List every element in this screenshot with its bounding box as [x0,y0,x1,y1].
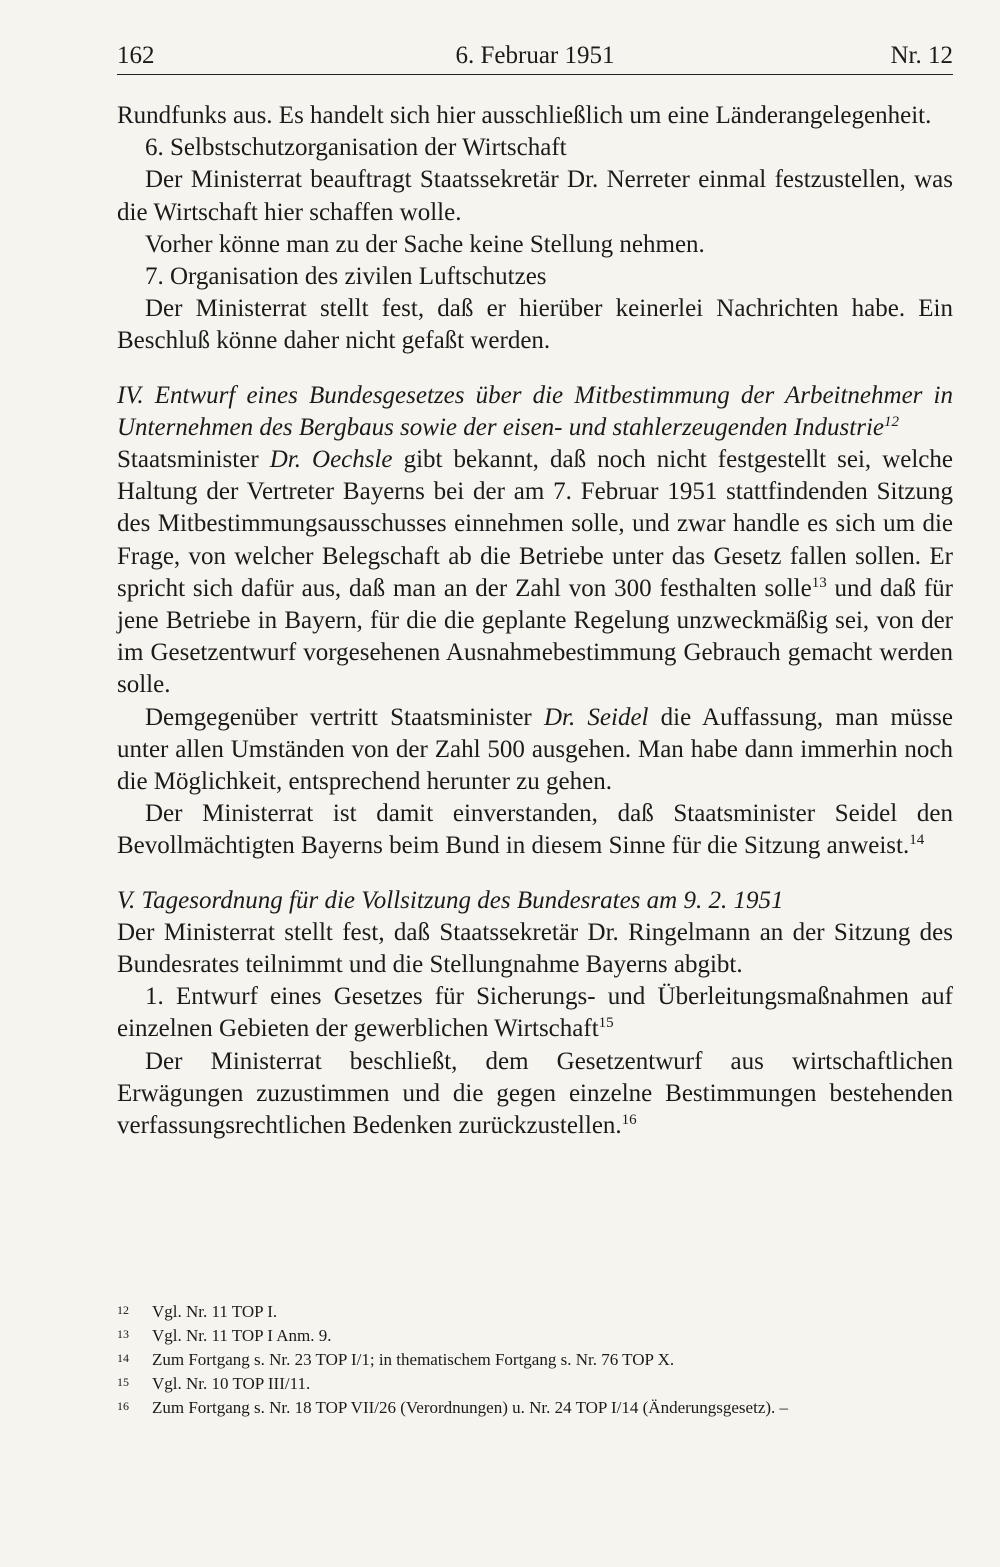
paragraph [117,702,953,799]
footnote-number: 15 [117,1375,129,1389]
paragraph [117,444,953,702]
footnote-number: 14 [117,1351,129,1365]
footnote-ref: 16 [621,1112,637,1129]
section-title: IV. Entwurf eines Bundesgesetzes über die Mitbestimmung der Arbeitnehmer in Unternehmen des Bergbaus sowie der eisen- und stahlerzeugenden Industrie [117,381,953,441]
footnotes [117,1300,953,1420]
item-heading-6: 6. Selbstschutzorganisation der Wirtschaft [145,134,567,162]
paragraph: Der Ministerrat beauftragt Staatssekretär Dr. Nerreter einmal festzustellen, was die Wirtschaft hier schaffen wolle. [117,166,953,226]
person-name: Dr. Oechsle [269,446,393,474]
footnote-text: Vgl. Nr. 11 TOP I. [152,1302,278,1321]
footnote-number: 13 [117,1327,129,1341]
footnote [117,1324,953,1348]
paragraph [117,1046,953,1143]
person-name: Dr. Seidel [543,703,649,731]
footnote [117,1396,953,1420]
text-run: Demgegenüber vertritt Staatsminister [145,703,544,731]
text-run: Der Ministerrat ist damit einverstanden, daß Staatsminister Seidel den Bevollmächtigten Bayerns beim Bund in diesem Sinne für die Sitzung anweist. [117,800,953,860]
paragraph [117,798,953,862]
body-text [117,100,953,1142]
item-heading-1 [117,981,953,1045]
section-heading-iv [117,380,953,444]
paragraph: Der Ministerrat stellt fest, daß er hierüber keinerlei Nachrichten habe. Ein Beschluß könne daher nicht gefaßt werden. [117,295,953,355]
footnote-number: 16 [117,1399,129,1413]
paragraph: Der Ministerrat stellt fest, daß Staatssekretär Dr. Ringelmann an der Sitzung des Bundesrates teilnimmt und die Stellungnahme Bayerns abgibt. [117,918,953,979]
paragraph: Vorher könne man zu der Sache keine Stellung nehmen. [145,230,705,258]
footnote-ref: 14 [909,832,925,849]
footnote [117,1300,953,1324]
footnote-ref: 12 [884,413,899,430]
text-run: Der Ministerrat beschließt, dem Gesetzentwurf aus wirtschaftlichen Erwägungen zuzustimmen und die gegen einzelne Bestimmungen bestehenden verfassungsrechtlichen Bedenken zurückzustellen. [117,1047,953,1140]
header-issue: Nr. 12 [890,42,953,69]
text-run: die Auffassung, man müsse unter allen Umständen von der Zahl 500 ausgehen. Man habe dann immerhin noch die Möglichkeit, entsprechend herunter zu gehen. [117,703,954,796]
section-heading-v: V. Tagesordnung für die Vollsitzung des Bundesrates am 9. 2. 1951 [117,886,784,914]
page-header [117,36,953,76]
paragraph: Rundfunks aus. Es handelt sich hier ausschließlich um eine Länderangelegenheit. [117,102,932,129]
footnote-text: Vgl. Nr. 11 TOP I Anm. 9. [152,1326,332,1345]
footnote-ref: 13 [811,574,827,591]
text-run: gibt bekannt, daß noch nicht festgestellt sei, welche Haltung der Vertreter Bayerns bei der am 7. Februar 1951 stattfindenden Sitzung des Mitbestimmungsausschusses einnehmen solle, und zwar handle es sich um die Frage, von welcher Belegschaft ab die Betriebe unter das Gesetz fallen sollen. Er spricht sich dafür aus, daß man an der Zahl von 300 festhalten solle [117,446,954,602]
text-run: Staatsminister [117,446,270,474]
footnote-number: 12 [117,1303,129,1317]
footnote [117,1372,953,1396]
header-rule [117,74,953,75]
footnote-ref: 15 [598,1015,614,1032]
footnote [117,1348,953,1372]
page-number: 162 [117,42,155,69]
header-date: 6. Februar 1951 [455,42,615,69]
text-run: und daß für jene Betriebe in Bayern, für die die geplante Regelung unzweckmäßig sei, von der im Gesetzentwurf vorgesehenen Ausnahmebestimmung Gebrauch gemacht werden solle. [117,574,953,699]
footnote-text: Zum Fortgang s. Nr. 23 TOP I/1; in thematischem Fortgang s. Nr. 76 TOP X. [152,1350,675,1369]
text-run: 1. Entwurf eines Gesetzes für Sicherungs- und Überleitungsmaßnahmen auf einzelnen Gebieten der gewerblichen Wirtschaft [117,983,953,1043]
footnote-text: Vgl. Nr. 10 TOP III/11. [152,1374,311,1393]
item-heading-7: 7. Organisation des zivilen Luftschutzes [145,263,547,291]
footnote-text: Zum Fortgang s. Nr. 18 TOP VII/26 (Verordnungen) u. Nr. 24 TOP I/14 (Änderungsgesetz). – [152,1398,789,1417]
